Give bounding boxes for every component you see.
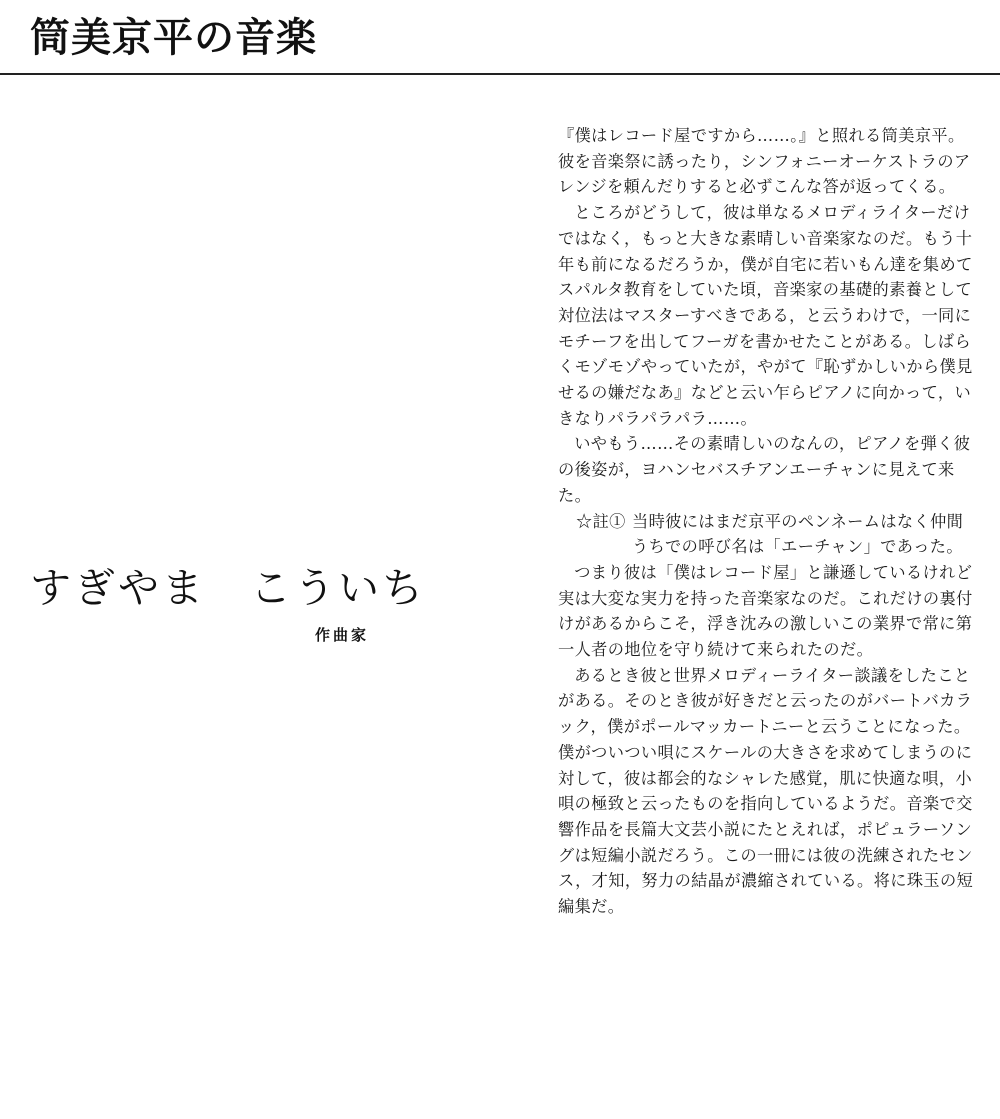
footnote-text: 当時彼にはまだ京平のペンネームはなく仲間うちでの呼び名は「エーチャン」であった。 [632,511,964,557]
page-header [0,0,1000,74]
author-block [30,564,426,644]
essay-paragraph: ところがどうして，彼は単なるメロディライターだけではなく，もっと大きな素晴しい音楽家なのだ。もう十年も前になるだろうか，僕が自宅に若いもん達を集めてスパルタ教育をしていた頃，音楽家の基礎的素養として対位法はマスターすべきである，と云うわけで，一同にモチーフを出してフーガを書かせたことがある。しばらくモゾモゾやっていたが，やがて『恥ずかしいから僕見せるの嫌だなあ』などと云い乍らピアノに向かって，いきなりパラパラパラ……。 [558,203,973,428]
essay-paragraph: つまり彼は「僕はレコード屋」と謙遜しているけれど実は大変な実力を持った音楽家なのだ。これだけの裏付けがあるからこそ，浮き沈みの激しいこの業界で常に第一人者の地位を守り続けて来られたのだ。 [558,562,973,660]
footnote [558,509,974,560]
essay-paragraph: あるとき彼と世界メロディーライター談議をしたことがある。そのとき彼が好きだと云ったのがバートバカラック，僕がポールマッカートニーと云うことになった。僕がついつい唄にスケールの大きさを求めてしまうのに対して，彼は都会的なシャレた感覚，肌に快適な唄，小唄の極致と云ったものを指向しているようだ。音楽で交響作品を長篇大文芸小説にたとえれば，ポピュラーソングは短編小説だろう。この一冊には彼の洗練されたセンス，才知，努力の結晶が濃縮されている。将に珠玉の短編集だ。 [558,665,974,917]
essay-body [558,123,974,920]
footnote-marker: ☆註① [576,511,626,531]
author-role: 作曲家 [315,626,370,644]
essay-paragraph: 『僕はレコード屋ですから……。』と照れる筒美京平。彼を音楽祭に誘ったり，シンフォニーオーケストラのアレンジを頼んだりすると必ずこんな答が返ってくる。 [558,126,971,197]
page-title: 筒美京平の音楽 [30,14,317,61]
header-rule [0,73,1000,75]
essay-paragraph: いやもう……その素晴しいのなんの，ピアノを弾く彼の後姿が，ヨハンセバスチアンエーチャンに見えて来た。 [558,434,971,505]
author-name: すぎやま こういち [30,564,426,612]
